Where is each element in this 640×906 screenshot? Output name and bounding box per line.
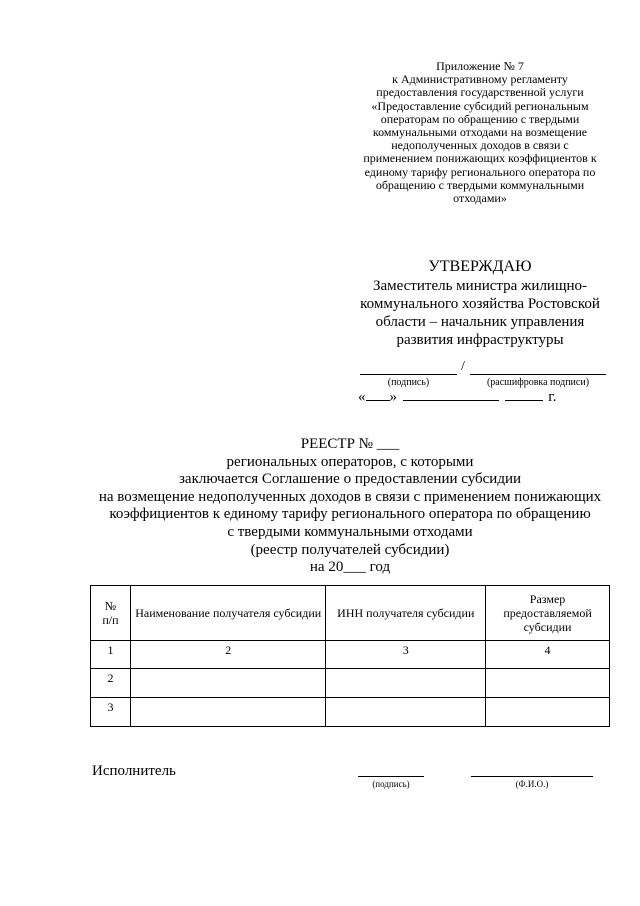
date-year-suffix: г. — [548, 389, 557, 405]
approval-date — [358, 388, 556, 405]
table-row — [91, 669, 610, 698]
appendix-line: «Предоставление субсидий региональным — [371, 98, 589, 113]
date-day-field[interactable] — [366, 388, 390, 401]
registry-line: на 20___ год — [309, 559, 391, 576]
header-recipient-name: Наименование получателя субсидии — [130, 586, 326, 641]
row-number: 3 — [91, 698, 131, 727]
registry-line: коэффициентов к единому тарифу регионального оператора по обращению — [109, 506, 591, 523]
executor-signature-line[interactable] — [358, 762, 424, 777]
signature-separator: / — [461, 359, 465, 374]
cell-recipient-name[interactable] — [130, 698, 326, 727]
approval-position-line: коммунального хозяйства Ростовской — [360, 296, 600, 312]
approval-position-line: Заместитель министра жилищно- — [372, 278, 588, 294]
registry-line: региональных операторов, с которыми — [226, 453, 474, 470]
executor-signature-caption: (подпись) — [372, 779, 410, 789]
approval-block — [340, 258, 620, 349]
executor-fio-caption: (Ф.И.О.) — [515, 779, 549, 789]
approval-position — [340, 277, 620, 349]
date-month-field[interactable] — [403, 388, 499, 401]
executor-label: Исполнитель — [92, 763, 176, 779]
appendix-header — [335, 60, 625, 205]
registry-table — [90, 585, 610, 727]
header-number-sign: № — [104, 599, 117, 613]
registry-title-block — [0, 436, 640, 577]
column-number: 4 — [486, 641, 610, 669]
date-close-quote: » — [389, 389, 397, 405]
approval-decoding-caption: (расшифровка подписи) — [486, 377, 590, 388]
header-number — [91, 586, 131, 641]
cell-inn[interactable] — [326, 669, 486, 698]
approval-decoding-line[interactable] — [470, 360, 606, 375]
registry-line: (реестр получателей субсидии) — [250, 541, 450, 558]
registry-line: заключается Соглашение о предоставлении субсидии — [178, 471, 522, 488]
approval-position-line: области – начальник управления — [375, 314, 585, 330]
appendix-line: к Административному регламенту — [392, 72, 568, 87]
cell-inn[interactable] — [326, 698, 486, 727]
appendix-line: обращению с твердыми коммунальными — [375, 177, 585, 192]
approval-signature-line[interactable] — [360, 360, 457, 375]
appendix-line: применением понижающих коэффициентов к — [363, 151, 597, 166]
column-number: 2 — [130, 641, 326, 669]
appendix-line: отходами» — [453, 191, 507, 206]
appendix-line: Приложение № 7 — [436, 59, 524, 73]
column-number: 1 — [91, 641, 131, 669]
appendix-line: операторам по обращению с твердыми — [380, 111, 580, 126]
approval-signature-caption: (подпись) — [387, 377, 430, 388]
header-inn: ИНН получателя субсидии — [326, 586, 486, 641]
table-column-numbers-row — [91, 641, 610, 669]
column-number: 3 — [326, 641, 486, 669]
date-year-field[interactable] — [505, 388, 543, 401]
appendix-line: коммунальными отходами на возмещение — [372, 125, 588, 140]
cell-subsidy-amount[interactable] — [486, 669, 610, 698]
header-number-abbr: п/п — [102, 613, 119, 627]
header-subsidy-amount: Размер предоставляемой субсидии — [486, 586, 610, 641]
appendix-line: недополученных доходов в связи с — [391, 138, 569, 153]
cell-subsidy-amount[interactable] — [486, 698, 610, 727]
date-open-quote: « — [358, 389, 366, 405]
table-header-row — [91, 586, 610, 641]
executor-fio-line[interactable] — [471, 762, 593, 777]
cell-recipient-name[interactable] — [130, 669, 326, 698]
appendix-line: единому тарифу регионального оператора по — [364, 164, 596, 179]
table-row — [91, 698, 610, 727]
approval-position-line: развития инфраструктуры — [396, 332, 564, 348]
row-number: 2 — [91, 669, 131, 698]
appendix-line: предоставления государственной услуги — [376, 85, 584, 100]
registry-line: с твердыми коммунальными отходами — [227, 523, 473, 540]
registry-line: на возмещение недополученных доходов в связи с применением понижающих — [98, 488, 602, 505]
approval-title: УТВЕРЖДАЮ — [428, 258, 532, 275]
registry-title: РЕЕСТР № ___ — [300, 436, 400, 452]
